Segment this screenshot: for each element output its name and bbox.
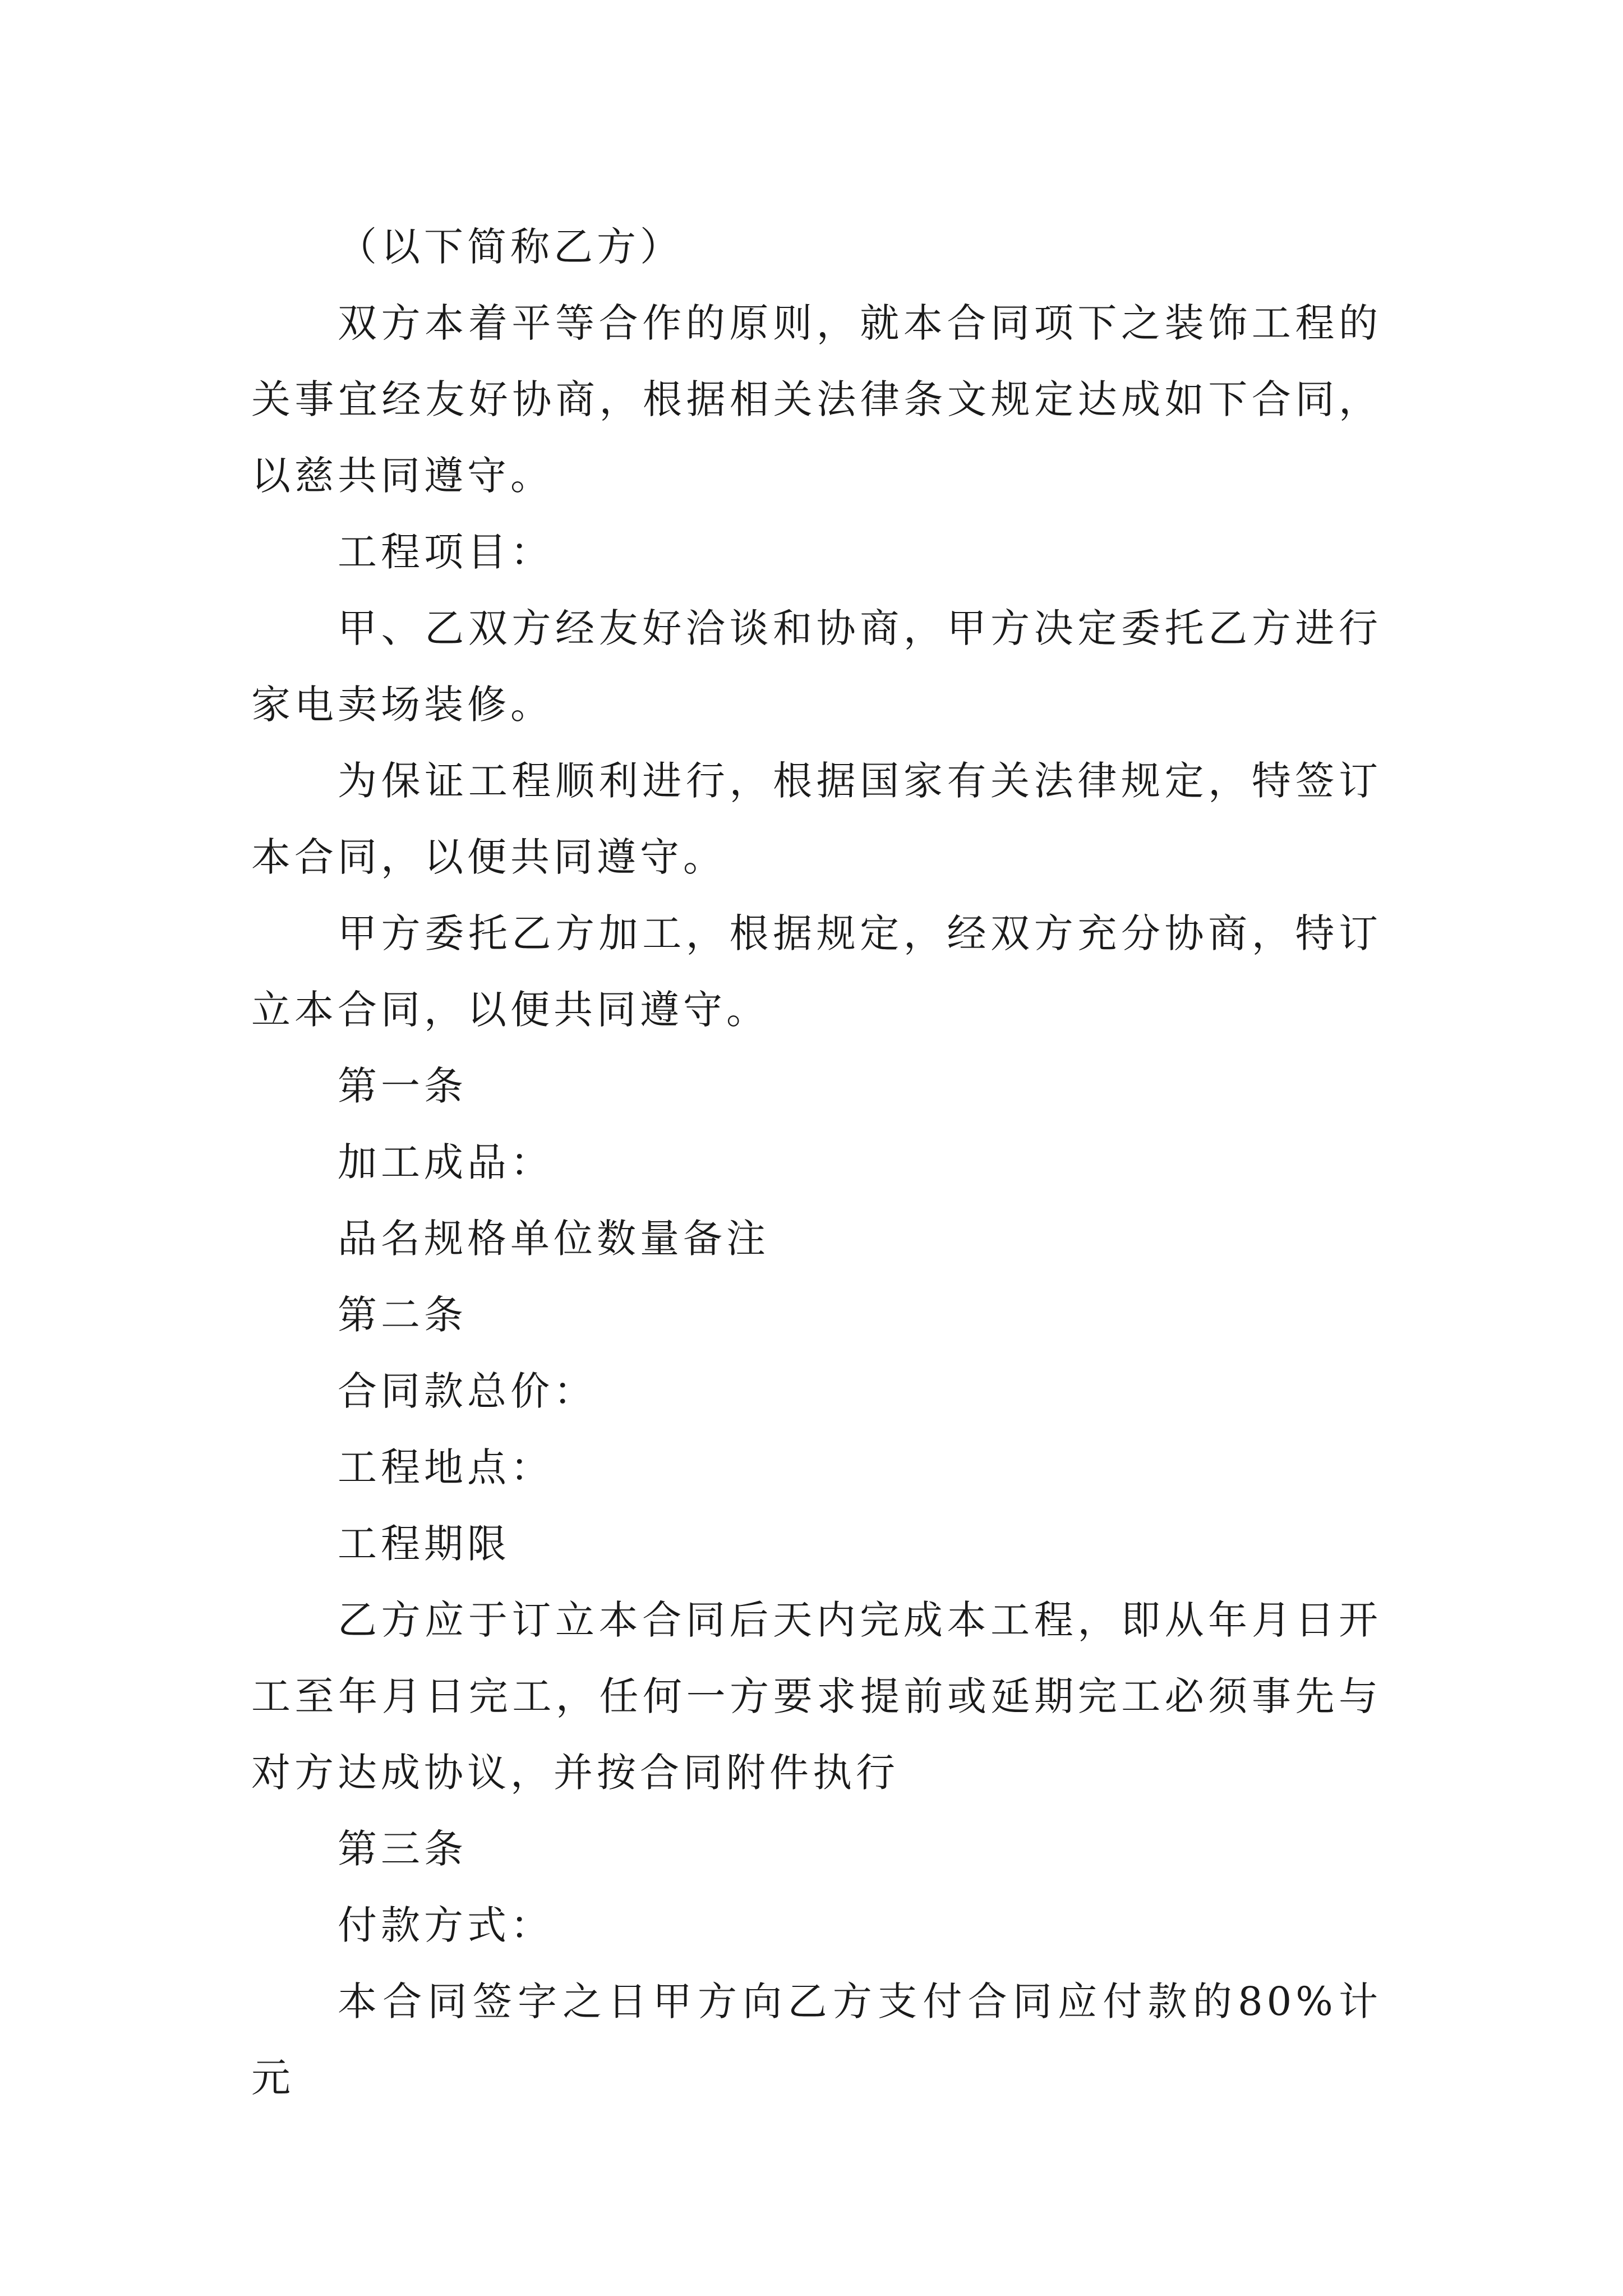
paragraph-finished-products: 加工成品： — [338, 1139, 554, 1185]
paragraph-payment-detail: 本合同签字之日甲方向乙方支付合同应付款的80%计元 — [251, 1978, 1382, 2101]
paragraph-payment-heading: 付款方式： — [338, 1902, 554, 1948]
paragraph-term-heading: 工程期限 — [338, 1521, 510, 1567]
article-1-heading: 第一条 — [338, 1063, 467, 1109]
document-body — [251, 209, 1382, 2116]
paragraph-project-desc: 甲、乙双方经友好洽谈和协商，甲方决定委托乙方进行家电卖场装修。 — [251, 605, 1382, 728]
article-2-heading: 第二条 — [338, 1292, 467, 1338]
paragraph-processing: 甲方委托乙方加工，根据规定，经双方充分协商，特订立本合同，以便共同遵守。 — [251, 910, 1382, 1033]
article-3-heading: 第三条 — [338, 1826, 467, 1872]
paragraph-total-price: 合同款总价： — [338, 1368, 597, 1414]
paragraph-term-detail: 乙方应于订立本合同后天内完成本工程，即从年月日开工至年月日完工，任何一方要求提前或延期完工必须事先与对方达成协议，并按合同附件执行 — [251, 1597, 1382, 1796]
paragraph-location: 工程地点： — [338, 1444, 554, 1490]
paragraph-product-columns: 品名规格单位数量备注 — [338, 1216, 769, 1262]
paragraph-party-b-abbrev: （以下简称乙方） — [338, 224, 683, 270]
paragraph-principle: 双方本着平等合作的原则，就本合同项下之装饰工程的关事宜经友好协商，根据相关法律条文规定达成如下合同，以慈共同遵守。 — [251, 300, 1382, 499]
paragraph-legal-basis: 为保证工程顺利进行，根据国家有关法律规定，特签订本合同，以便共同遵守。 — [251, 758, 1382, 880]
paragraph-project-heading: 工程项目： — [338, 529, 554, 575]
